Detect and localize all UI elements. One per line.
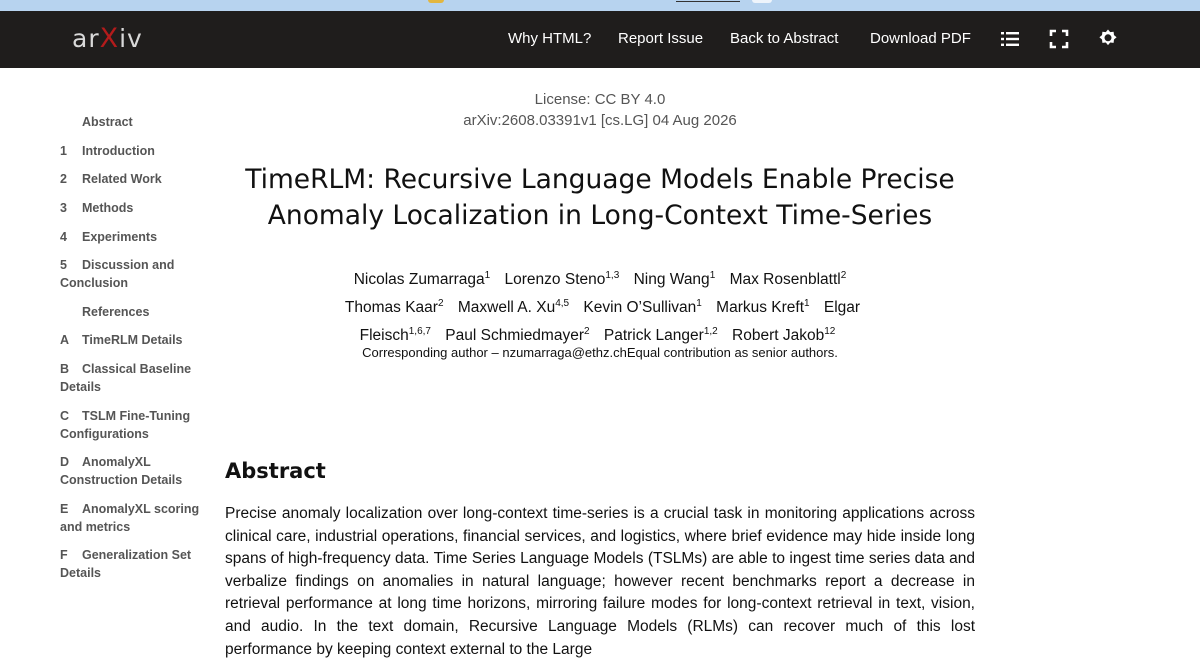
author: Markus Kreft$^1$ <box>716 298 810 317</box>
back-to-abstract-link[interactable]: Back to Abstract <box>730 30 839 47</box>
toc-item-appendix-b[interactable]: B Classical Baseline Details <box>60 362 192 394</box>
abstract-text: Precise anomaly localization over long-context time-series is a crucial task in monitoring applications across clinical care, industrial operations, financial services, and logistics, where brief evidence may hide inside long spans of high-frequency data. Time Series Language Models (TSLMs) are able to ingest time series data and verbalize findings on anomalies in natural language; however recent benchmarks report a decrease in retrieval performance at long time horizons, mirroring failure modes for long-context retrieval in text, vision, and audio. In the text domain, Recursive Language Models (RLMs) can recover much of this lost performance by keeping context external to the Large <box>225 505 975 658</box>
author: Thomas Kaar$^2$ <box>344 298 444 317</box>
author: Max Rosenblattl$^2$ <box>729 270 847 289</box>
toc-item-introduction[interactable]: 1 Introduction <box>60 144 155 158</box>
report-issue-link[interactable]: Report Issue <box>618 30 704 47</box>
author: Elgar Fleisch$^{1,6,7}$ <box>359 299 861 345</box>
fullscreen-icon[interactable] <box>1048 28 1070 50</box>
list-icon[interactable] <box>999 28 1021 50</box>
author: Lorenzo Steno$^{1,3}$ <box>504 270 620 289</box>
browser-banner-strip <box>0 0 1200 11</box>
settings-icon[interactable] <box>1097 28 1119 50</box>
toc-item-abstract[interactable]: Abstract <box>82 115 133 129</box>
toc-item-experiments[interactable]: 4 Experiments <box>60 230 158 244</box>
author: Robert Jakob$^{12}$ <box>732 326 836 345</box>
author: Paul Schmiedmayer$^2$ <box>445 326 590 345</box>
abstract-heading: Abstract <box>225 459 326 483</box>
toc-item-appendix-c[interactable]: C TSLM Fine-Tuning Configurations <box>60 409 191 441</box>
banner-emoji-icon <box>428 0 444 3</box>
paper-title: TimeRLM: Recursive Language Models Enable Precise Anomaly Localization in Long-Context Time-Series <box>245 164 955 231</box>
author: Patrick Langer$^{1,2}$ <box>603 326 718 345</box>
arxiv-logo[interactable]: arXiv <box>72 23 143 54</box>
toc-item-appendix-d[interactable]: D AnomalyXL Construction Details <box>60 455 183 487</box>
toc-item-appendix-f[interactable]: F Generalization Set Details <box>60 548 192 580</box>
toc-item-appendix-e[interactable]: E AnomalyXL scoring and metrics <box>60 502 200 534</box>
author: Kevin O’Sullivan$^1$ <box>583 298 702 317</box>
toc-item-methods[interactable]: 3 Methods <box>60 201 134 215</box>
author: Ning Wang$^1$ <box>633 270 716 289</box>
top-navbar <box>0 11 1200 68</box>
banner-link-underline <box>676 1 740 2</box>
corresponding-author-note: Corresponding author – nzumarraga@ethz.chEqual contribution as senior authors. <box>362 345 838 360</box>
license-line: License: CC BY 4.0 <box>534 91 666 108</box>
author: Maxwell A. Xu$^{4,5}$ <box>457 298 570 317</box>
download-pdf-link[interactable]: Download PDF <box>870 30 971 47</box>
arxiv-logo-mark: X <box>99 23 120 54</box>
toc-item-appendix-a[interactable]: A TimeRLM Details <box>60 333 183 347</box>
author-list <box>330 264 870 348</box>
toc-item-discussion[interactable]: 5 Discussion and Conclusion <box>60 258 175 290</box>
banner-close-icon <box>752 0 772 3</box>
toc-item-related-work[interactable]: 2 Related Work <box>60 172 162 186</box>
toc-item-references[interactable]: References <box>82 305 150 319</box>
why-html-link[interactable]: Why HTML? <box>508 30 592 47</box>
author: Nicolas Zumarraga$^1$ <box>353 270 491 289</box>
arxiv-id-line: arXiv:2608.03391v1 [cs.LG] 04 Aug 2026 <box>463 112 737 129</box>
